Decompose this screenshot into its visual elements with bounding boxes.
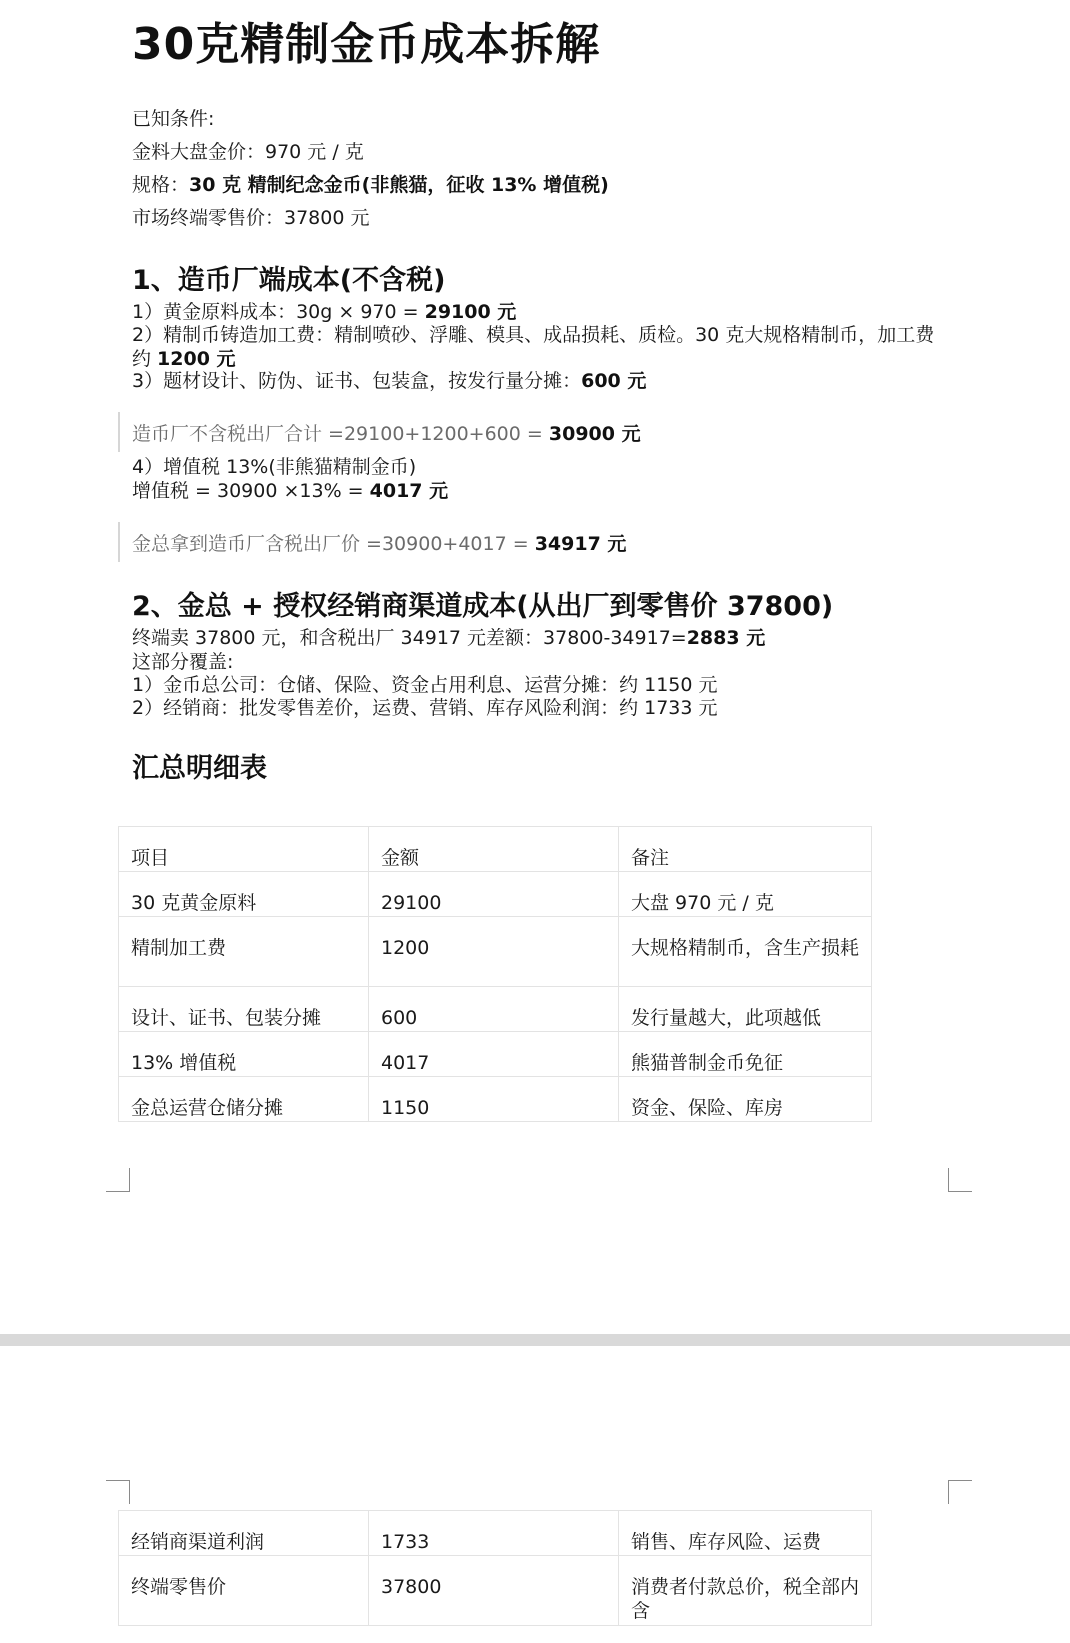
section2-item2: 2）经销商：批发零售差价，运费、营销、库存风险利润：约 1733 元 (132, 697, 718, 719)
column-header-amount: 金额 (369, 827, 619, 872)
total-value: 34917 元 (534, 533, 627, 555)
diff-value: 2883 元 (686, 627, 766, 649)
cell-amount: 1200 (369, 917, 619, 987)
cell-note: 销售、库存风险、运费 (619, 1511, 872, 1556)
cell-note: 大盘 970 元 / 克 (619, 872, 872, 917)
cell-amount: 1150 (369, 1077, 619, 1122)
section1-item1 (132, 300, 516, 324)
cell-amount: 1733 (369, 1511, 619, 1556)
section2-item1: 1）金币总公司：仓储、保险、资金占用利息、运营分摊：约 1150 元 (132, 674, 718, 696)
cell-item: 终端零售价 (119, 1556, 369, 1626)
table-row (119, 1032, 872, 1077)
vat-value: 4017 元 (369, 480, 449, 502)
section1-item3 (132, 369, 646, 393)
vat-line (132, 479, 448, 503)
retail-price-line: 市场终端零售价：37800 元 (132, 207, 370, 229)
cell-item: 金总运营仓储分摊 (119, 1077, 369, 1122)
section2-covers: 这部分覆盖: (132, 651, 234, 673)
quote-bar (118, 522, 120, 562)
item2-text: 2）精制币铸造加工费：精制喷砂、浮雕、模具、成品损耗、质检。30 克大规格精制币，加工费约 (132, 324, 935, 370)
item1-text: 1）黄金原料成本：30g × 970 = (132, 301, 425, 323)
diff-text: 终端卖 37800 元，和含税出厂 34917 元差额：37800-34917= (132, 627, 687, 649)
column-header-item: 项目 (119, 827, 369, 872)
cell-item: 设计、证书、包装分摊 (119, 987, 369, 1032)
spec-label: 规格： (132, 174, 190, 196)
subtotal-text: 造币厂不含税出厂合计 =29100+1200+600 = (132, 423, 549, 445)
spec-line (132, 173, 609, 197)
page-corner-mark (948, 1480, 972, 1504)
page-corner-mark (106, 1168, 130, 1192)
summary-table (118, 826, 872, 1122)
cell-amount: 600 (369, 987, 619, 1032)
section2-heading: 2、金总 + 授权经销商渠道成本(从出厂到零售价 37800) (132, 591, 834, 622)
cell-amount: 4017 (369, 1032, 619, 1077)
cell-item: 精制加工费 (119, 917, 369, 987)
section1-heading: 1、造币厂端成本(不含税) (132, 265, 446, 296)
table-row (119, 917, 872, 987)
cell-item: 13% 增值税 (119, 1032, 369, 1077)
quote-bar (118, 412, 120, 452)
item3-value: 600 元 (581, 370, 647, 392)
table-row (119, 872, 872, 917)
section2-diff (132, 626, 765, 650)
vat-text: 增值税 = 30900 ×13% = (132, 480, 370, 502)
vat-label: 4）增值税 13%(非熊猫精制金币) (132, 456, 417, 478)
known-conditions-heading: 已知条件: (132, 108, 215, 130)
document-page-2 (0, 1346, 1070, 1643)
table-header-row (119, 827, 872, 872)
table-row (119, 1511, 872, 1556)
subtotal-value: 30900 元 (548, 423, 641, 445)
cell-note-text: 大规格精制币，含生产损耗 (631, 937, 860, 959)
cell-note (619, 1556, 872, 1626)
document-title: 30克精制金币成本拆解 (132, 19, 601, 70)
cell-note-text: 消费者付款总价，税全部内含 (631, 1576, 860, 1622)
cell-item: 30 克黄金原料 (119, 872, 369, 917)
cell-note: 发行量越大，此项越低 (619, 987, 872, 1032)
cell-amount: 37800 (369, 1556, 619, 1626)
page-corner-mark (948, 1168, 972, 1192)
cell-note (619, 917, 872, 987)
factory-total-quote (132, 532, 626, 556)
section1-item2 (132, 323, 952, 371)
item2-value: 1200 元 (157, 348, 236, 370)
cell-note: 资金、保险、库房 (619, 1077, 872, 1122)
cell-amount: 29100 (369, 872, 619, 917)
total-text: 金总拿到造币厂含税出厂价 =30900+4017 = (132, 533, 535, 555)
table-row (119, 1077, 872, 1122)
cell-item: 经销商渠道利润 (119, 1511, 369, 1556)
page-corner-mark (106, 1480, 130, 1504)
table-row (119, 987, 872, 1032)
item1-value: 29100 元 (424, 301, 517, 323)
table-row (119, 1556, 872, 1626)
spec-value: 30 克 精制纪念金币(非熊猫，征收 13% 增值税) (189, 174, 609, 196)
summary-table-continued (118, 1510, 872, 1626)
page-separator (0, 1334, 1070, 1346)
cell-note: 熊猫普制金币免征 (619, 1032, 872, 1077)
factory-subtotal-quote (132, 422, 641, 446)
gold-price-line: 金料大盘金价：970 元 / 克 (132, 141, 364, 163)
column-header-note: 备注 (619, 827, 872, 872)
summary-heading: 汇总明细表 (132, 753, 267, 784)
item3-text: 3）题材设计、防伪、证书、包装盒，按发行量分摊： (132, 370, 582, 392)
